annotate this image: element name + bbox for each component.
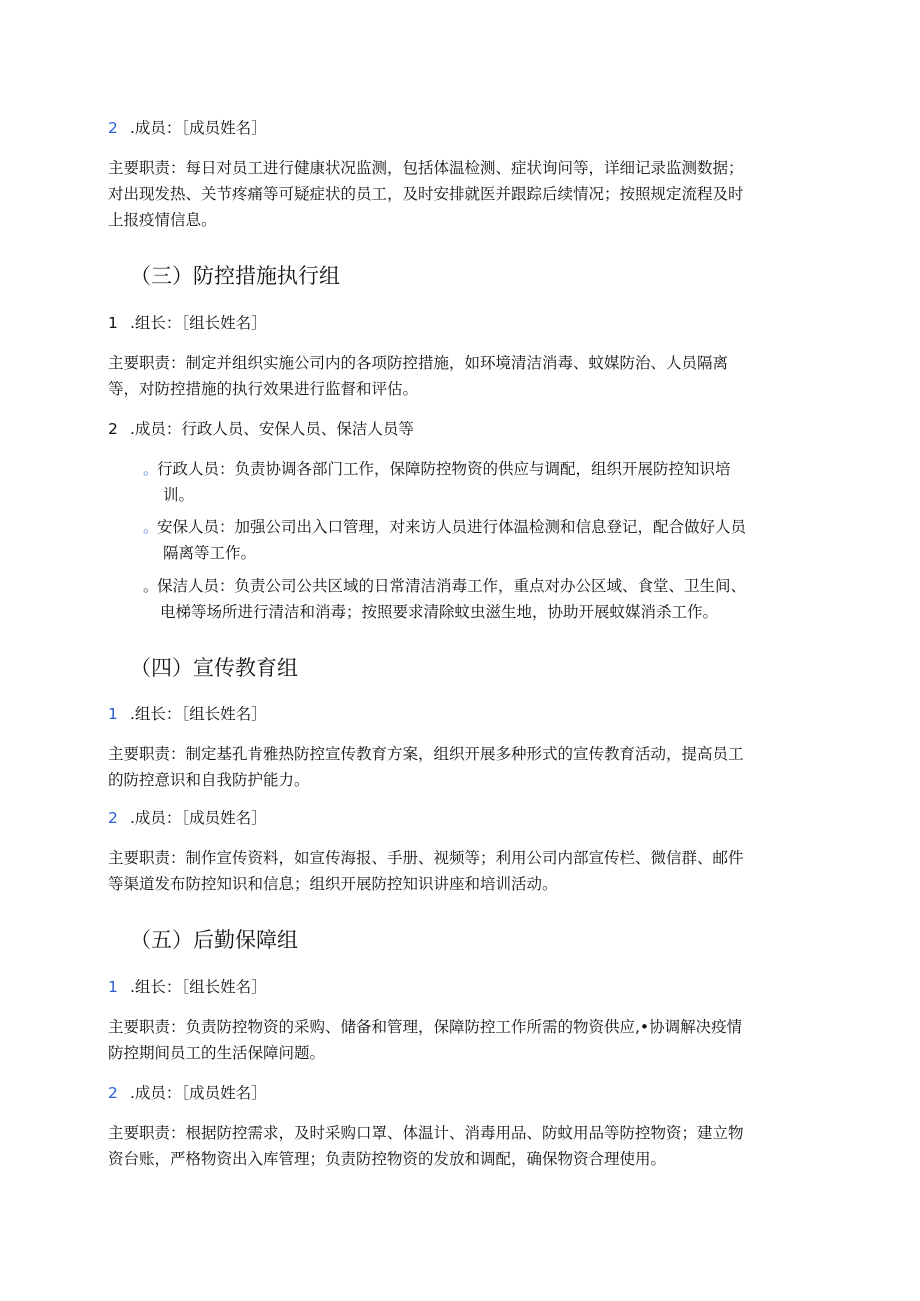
list-item-member (108, 418, 414, 440)
list-number: 2 (108, 1084, 118, 1102)
list-number: 2 (108, 119, 118, 137)
duty-paragraph-line: 主要职责：制定基孔肯雅热防控宣传教育方案，组织开展多种形式的宣传教育活动，提高员工 (108, 745, 744, 763)
list-label: .成员：［成员姓名］ (130, 119, 267, 137)
duty-paragraph-line: 主要职责：制定并组织实施公司内的各项防控措施，如环境清洁消毒、蚊媒防治、人员隔离 (108, 354, 729, 372)
duty-paragraph-line: 对出现发热、关节疼痛等可疑症状的员工，及时安排就医并跟踪后续情况；按照规定流程及时 (108, 185, 744, 203)
list-number: 1 (108, 314, 118, 332)
bullet-item (143, 516, 746, 538)
duty-paragraph-line: 防控期间员工的生活保障问题。 (108, 1044, 326, 1062)
duty-paragraph-line: 上报疫情信息。 (108, 211, 217, 229)
section-heading: （四）宣传教育组 (130, 656, 298, 680)
list-label: .组长：［组长姓名］ (130, 705, 267, 723)
duty-paragraph-line: 主要职责：每日对员工进行健康状况监测，包括体温检测、症状询问等，详细记录监测数据； (108, 159, 744, 177)
list-item-member (108, 1082, 267, 1104)
bullet-text-continuation: 训。 (163, 486, 195, 504)
bullet-item (143, 458, 731, 480)
list-number: 1 (108, 705, 118, 723)
list-number: 1 (108, 978, 118, 996)
duty-paragraph-line: 主要职责：负责防控物资的采购、储备和管理，保障防控工作所需的物资供应,•协调解决疫情 (108, 1018, 743, 1036)
duty-paragraph-line: 等渠道发布防控知识和信息；组织开展防控知识讲座和培训活动。 (108, 875, 558, 893)
bullet-dot: 。 (143, 460, 159, 478)
bullet-dot: 。 (143, 577, 159, 595)
bullet-text: 安保人员：加强公司出入口管理，对来访人员进行体温检测和信息登记，配合做好人员 (157, 518, 747, 536)
list-item-leader (108, 976, 267, 998)
bullet-text-continuation: 电梯等场所进行清洁和消毒；按照要求清除蚊虫滋生地，协助开展蚊媒消杀工作。 (160, 603, 719, 621)
bullet-text: 行政人员：负责协调各部门工作，保障防控物资的供应与调配，组织开展防控知识培 (157, 460, 731, 478)
section-heading: （三）防控措施执行组 (130, 264, 340, 288)
duty-paragraph-line: 主要职责：根据防控需求，及时采购口罩、体温计、消毒用品、防蚊用品等防控物资；建立物 (108, 1124, 744, 1142)
section-heading: （五）后勤保障组 (130, 928, 298, 952)
list-label: .组长：［组长姓名］ (130, 314, 267, 332)
duty-paragraph-line: 主要职责：制作宣传资料，如宣传海报、手册、视频等；利用公司内部宣传栏、微信群、邮件 (108, 849, 744, 867)
duty-paragraph-line: 等，对防控措施的执行效果进行监督和评估。 (108, 380, 419, 398)
list-item-member (108, 807, 267, 829)
list-label: .成员：行政人员、安保人员、保洁人员等 (130, 420, 414, 438)
duty-paragraph-line: 资台账，严格物资出入库管理；负责防控物资的发放和调配，确保物资合理使用。 (108, 1150, 667, 1168)
bullet-item (143, 575, 746, 597)
bullet-dot: 。 (143, 518, 159, 536)
list-label: .组长：［组长姓名］ (130, 978, 267, 996)
list-item-member (108, 117, 267, 139)
list-number: 2 (108, 809, 118, 827)
bullet-text-continuation: 隔离等工作。 (163, 544, 257, 562)
list-number: 2 (108, 420, 118, 438)
bullet-text: 保洁人员：负责公司公共区域的日常清洁消毒工作，重点对办公区域、食堂、卫生间、 (157, 577, 747, 595)
duty-paragraph-line: 的防控意识和自我防护能力。 (108, 771, 310, 789)
list-label: .成员：［成员姓名］ (130, 809, 267, 827)
list-item-leader (108, 703, 267, 725)
list-label: .成员：［成员姓名］ (130, 1084, 267, 1102)
list-item-leader (108, 312, 267, 334)
